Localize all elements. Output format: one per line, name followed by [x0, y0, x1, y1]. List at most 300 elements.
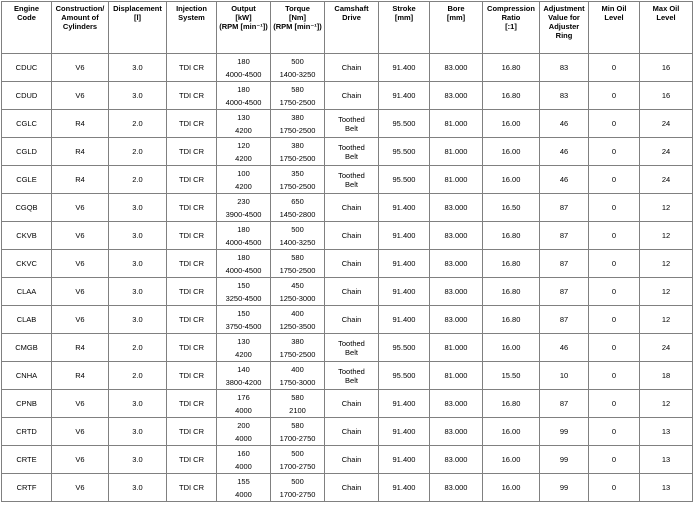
cell-text: 0	[611, 63, 617, 72]
max-oil-cell	[640, 334, 693, 362]
value-line: 140	[237, 364, 250, 374]
engine-code-cell	[2, 418, 52, 446]
max-oil-cell	[640, 194, 693, 222]
rpm-line: 3800-4200	[225, 377, 262, 387]
value-line: 580	[291, 420, 304, 430]
construction-cell	[52, 194, 109, 222]
cell-text: V6	[75, 427, 85, 436]
camshaft-cell	[325, 222, 379, 250]
engine-code-cell	[2, 278, 52, 306]
cell-text: 91.400	[392, 315, 416, 324]
injection-cell	[167, 222, 217, 250]
output-cell	[217, 390, 271, 418]
displacement-cell	[109, 194, 167, 222]
header-line: Level	[656, 13, 676, 22]
bore-cell	[430, 446, 483, 474]
cell-text: R4	[75, 371, 85, 380]
table-row	[2, 250, 693, 278]
min-oil-cell	[589, 278, 640, 306]
cell-text: 83.000	[444, 203, 468, 212]
cell-text: V6	[75, 315, 85, 324]
construction-cell	[52, 82, 109, 110]
max-oil-cell	[640, 362, 693, 390]
header-line: Value for	[548, 13, 580, 22]
stroke-cell	[379, 166, 430, 194]
cell-text: 95.500	[392, 119, 416, 128]
engine-code-cell	[2, 222, 52, 250]
displacement-cell	[109, 166, 167, 194]
cell-text: 0	[611, 91, 617, 100]
value-line: 380	[291, 112, 304, 122]
min-oil-cell	[589, 474, 640, 502]
header-line: Max Oil	[652, 4, 680, 13]
cell-text: V6	[75, 483, 85, 492]
bore-cell	[430, 110, 483, 138]
cell-text: Chain	[341, 455, 362, 464]
value-line: 400	[291, 308, 304, 318]
cell-text: TDI CR	[179, 287, 204, 296]
camshaft-cell	[325, 54, 379, 82]
rpm-line: 1750-2500	[279, 97, 316, 107]
min-oil-cell	[589, 418, 640, 446]
cell-text: 83.000	[444, 455, 468, 464]
rpm-line: 1250-3000	[279, 293, 316, 303]
rpm-line: 4200	[235, 125, 252, 135]
cell-text: 81.000	[444, 343, 468, 352]
torque-cell	[271, 110, 325, 138]
adjustment-cell	[540, 222, 589, 250]
cell-text: 87	[559, 315, 569, 324]
cell-text: 91.400	[392, 63, 416, 72]
header-max-oil-level	[640, 2, 693, 54]
cell-text: 91.400	[392, 427, 416, 436]
camshaft-cell	[325, 110, 379, 138]
camshaft-cell	[325, 418, 379, 446]
cell-text: CRTE	[16, 455, 37, 464]
rpm-line: 4200	[235, 349, 252, 359]
cell-text: V6	[75, 287, 85, 296]
value-line: 155	[237, 476, 250, 486]
injection-cell	[167, 306, 217, 334]
cell-text: 16	[661, 63, 671, 72]
engine-code-cell	[2, 194, 52, 222]
max-oil-cell	[640, 222, 693, 250]
output-cell	[217, 418, 271, 446]
bore-cell	[430, 194, 483, 222]
injection-cell	[167, 474, 217, 502]
table-row	[2, 390, 693, 418]
stroke-cell	[379, 306, 430, 334]
cell-text: 87	[559, 399, 569, 408]
cell-text: Chain	[341, 203, 362, 212]
min-oil-cell	[589, 362, 640, 390]
value-line: 150	[237, 280, 250, 290]
rpm-line: 3250-4500	[225, 293, 262, 303]
max-oil-cell	[640, 166, 693, 194]
rpm-line: 4000-4500	[225, 97, 262, 107]
rpm-line: 1250-3500	[279, 321, 316, 331]
compression-cell	[483, 222, 540, 250]
cell-text: 95.500	[392, 175, 416, 184]
compression-cell	[483, 194, 540, 222]
cell-text: 24	[661, 343, 671, 352]
cell-text: 16.80	[501, 287, 521, 296]
camshaft-cell	[325, 194, 379, 222]
value-line: 160	[237, 448, 250, 458]
table-row	[2, 82, 693, 110]
min-oil-cell	[589, 390, 640, 418]
adjustment-cell	[540, 82, 589, 110]
construction-cell	[52, 250, 109, 278]
table-row	[2, 222, 693, 250]
cell-text: 0	[611, 119, 617, 128]
min-oil-cell	[589, 82, 640, 110]
min-oil-cell	[589, 138, 640, 166]
injection-cell	[167, 54, 217, 82]
construction-cell	[52, 418, 109, 446]
cell-text: 3.0	[132, 91, 143, 100]
stroke-cell	[379, 138, 430, 166]
displacement-cell	[109, 334, 167, 362]
cell-text: 3.0	[132, 203, 143, 212]
cell-text: 83.000	[444, 483, 468, 492]
injection-cell	[167, 390, 217, 418]
displacement-cell	[109, 418, 167, 446]
engine-code-cell	[2, 362, 52, 390]
cell-text: Toothed Belt	[338, 170, 365, 189]
cell-text: R4	[75, 119, 85, 128]
cell-text: 16.00	[501, 455, 521, 464]
camshaft-cell	[325, 278, 379, 306]
output-cell	[217, 334, 271, 362]
min-oil-cell	[589, 166, 640, 194]
cell-text: 2.0	[132, 371, 143, 380]
torque-cell	[271, 82, 325, 110]
cell-text: 0	[611, 483, 617, 492]
rpm-line: 1750-2500	[279, 125, 316, 135]
output-cell	[217, 82, 271, 110]
camshaft-cell	[325, 138, 379, 166]
engine-code-cell	[2, 138, 52, 166]
bore-cell	[430, 166, 483, 194]
cell-text: 16.00	[501, 483, 521, 492]
adjustment-cell	[540, 474, 589, 502]
stroke-cell	[379, 110, 430, 138]
rpm-line: 1400-3250	[279, 69, 316, 79]
header-line: (RPM [min⁻¹])	[273, 22, 322, 31]
header-row	[2, 2, 693, 54]
bore-cell	[430, 138, 483, 166]
min-oil-cell	[589, 334, 640, 362]
max-oil-cell	[640, 110, 693, 138]
construction-cell	[52, 446, 109, 474]
header-line: Stroke	[392, 4, 416, 13]
cell-text: 13	[661, 483, 671, 492]
cell-text: Chain	[341, 63, 362, 72]
header-camshaft-drive	[325, 2, 379, 54]
cell-text: 83	[559, 63, 569, 72]
cell-text: 83.000	[444, 315, 468, 324]
adjustment-cell	[540, 306, 589, 334]
cell-text: Chain	[341, 315, 362, 324]
rpm-line: 4000	[235, 489, 252, 499]
cell-text: 13	[661, 455, 671, 464]
adjustment-cell	[540, 362, 589, 390]
cell-text: CGQB	[15, 203, 38, 212]
cell-text: TDI CR	[179, 315, 204, 324]
displacement-cell	[109, 110, 167, 138]
rpm-line: 1700-2750	[279, 433, 316, 443]
value-line: 580	[291, 392, 304, 402]
bore-cell	[430, 82, 483, 110]
cell-text: 0	[611, 231, 617, 240]
table-body	[2, 54, 693, 502]
cell-text: 16.00	[501, 427, 521, 436]
value-line: 380	[291, 336, 304, 346]
displacement-cell	[109, 446, 167, 474]
cell-text: V6	[75, 259, 85, 268]
cell-text: 99	[559, 483, 569, 492]
camshaft-cell	[325, 166, 379, 194]
adjustment-cell	[540, 390, 589, 418]
cell-text: 3.0	[132, 455, 143, 464]
cell-text: CGLC	[16, 119, 37, 128]
displacement-cell	[109, 362, 167, 390]
header-line: Displacement	[113, 4, 162, 13]
stroke-cell	[379, 446, 430, 474]
adjustment-cell	[540, 418, 589, 446]
cell-text: 3.0	[132, 427, 143, 436]
cell-text: TDI CR	[179, 203, 204, 212]
cell-text: 91.400	[392, 455, 416, 464]
construction-cell	[52, 362, 109, 390]
value-line: 130	[237, 112, 250, 122]
camshaft-cell	[325, 250, 379, 278]
value-line: 176	[237, 392, 250, 402]
cell-text: 95.500	[392, 371, 416, 380]
header-injection-system	[167, 2, 217, 54]
cell-text: 10	[559, 371, 569, 380]
bore-cell	[430, 306, 483, 334]
value-line: 200	[237, 420, 250, 430]
cell-text: 99	[559, 427, 569, 436]
cell-text: CKVC	[16, 259, 37, 268]
cell-text: 83.000	[444, 259, 468, 268]
cell-text: TDI CR	[179, 91, 204, 100]
cell-text: 16.00	[501, 343, 521, 352]
cell-text: V6	[75, 63, 85, 72]
construction-cell	[52, 278, 109, 306]
value-line: 180	[237, 56, 250, 66]
torque-cell	[271, 418, 325, 446]
cell-text: TDI CR	[179, 63, 204, 72]
bore-cell	[430, 54, 483, 82]
cell-text: 95.500	[392, 147, 416, 156]
injection-cell	[167, 446, 217, 474]
value-line: 120	[237, 140, 250, 150]
header-line: Code	[17, 13, 36, 22]
cell-text: 91.400	[392, 399, 416, 408]
value-line: 230	[237, 196, 250, 206]
cell-text: 16.80	[501, 259, 521, 268]
displacement-cell	[109, 222, 167, 250]
cell-text: 16.00	[501, 119, 521, 128]
cell-text: Toothed Belt	[338, 142, 365, 161]
cell-text: V6	[75, 91, 85, 100]
output-cell	[217, 250, 271, 278]
adjustment-cell	[540, 138, 589, 166]
min-oil-cell	[589, 194, 640, 222]
cell-text: 81.000	[444, 175, 468, 184]
cell-text: CDUC	[15, 63, 38, 72]
value-line: 580	[291, 252, 304, 262]
rpm-line: 1450-2800	[279, 209, 316, 219]
rpm-line: 1700-2750	[279, 461, 316, 471]
max-oil-cell	[640, 446, 693, 474]
value-line: 500	[291, 224, 304, 234]
rpm-line: 3900-4500	[225, 209, 262, 219]
output-cell	[217, 278, 271, 306]
construction-cell	[52, 306, 109, 334]
bore-cell	[430, 278, 483, 306]
rpm-line: 4000-4500	[225, 265, 262, 275]
min-oil-cell	[589, 110, 640, 138]
stroke-cell	[379, 418, 430, 446]
cell-text: 18	[661, 371, 671, 380]
engine-code-cell	[2, 306, 52, 334]
torque-cell	[271, 166, 325, 194]
header-stroke	[379, 2, 430, 54]
header-line: Compression	[487, 4, 535, 13]
cell-text: Chain	[341, 483, 362, 492]
adjustment-cell	[540, 110, 589, 138]
cell-text: Chain	[341, 399, 362, 408]
header-displacement	[109, 2, 167, 54]
engine-data-table	[1, 1, 693, 502]
header-line: Bore	[447, 4, 465, 13]
cell-text: 46	[559, 343, 569, 352]
injection-cell	[167, 278, 217, 306]
rpm-line: 4000-4500	[225, 69, 262, 79]
max-oil-cell	[640, 250, 693, 278]
compression-cell	[483, 166, 540, 194]
header-line: Amount of	[61, 13, 99, 22]
cell-text: 24	[661, 147, 671, 156]
value-line: 130	[237, 336, 250, 346]
header-line: Engine	[13, 4, 39, 13]
bore-cell	[430, 250, 483, 278]
cell-text: Toothed Belt	[338, 338, 365, 357]
cell-text: TDI CR	[179, 455, 204, 464]
table-row	[2, 194, 693, 222]
cell-text: 91.400	[392, 231, 416, 240]
max-oil-cell	[640, 138, 693, 166]
cell-text: 15.50	[501, 371, 521, 380]
injection-cell	[167, 166, 217, 194]
cell-text: R4	[75, 147, 85, 156]
adjustment-cell	[540, 278, 589, 306]
cell-text: 0	[611, 399, 617, 408]
displacement-cell	[109, 390, 167, 418]
compression-cell	[483, 390, 540, 418]
cell-text: 13	[661, 427, 671, 436]
rpm-line: 1750-2500	[279, 265, 316, 275]
table-row	[2, 278, 693, 306]
camshaft-cell	[325, 446, 379, 474]
camshaft-cell	[325, 390, 379, 418]
cell-text: 24	[661, 175, 671, 184]
header-torque	[271, 2, 325, 54]
cell-text: 0	[611, 287, 617, 296]
value-line: 180	[237, 252, 250, 262]
cell-text: TDI CR	[179, 343, 204, 352]
header-line: [kW]	[235, 13, 252, 22]
header-line: (RPM [min⁻¹])	[219, 22, 268, 31]
engine-code-cell	[2, 54, 52, 82]
cell-text: 3.0	[132, 483, 143, 492]
value-line: 100	[237, 168, 250, 178]
compression-cell	[483, 54, 540, 82]
cell-text: V6	[75, 231, 85, 240]
compression-cell	[483, 82, 540, 110]
construction-cell	[52, 110, 109, 138]
header-line: [mm]	[394, 13, 414, 22]
max-oil-cell	[640, 418, 693, 446]
stroke-cell	[379, 334, 430, 362]
header-line: Camshaft	[334, 4, 369, 13]
value-line: 450	[291, 280, 304, 290]
header-line: [Nm]	[288, 13, 307, 22]
rpm-line: 1750-2500	[279, 349, 316, 359]
camshaft-cell	[325, 362, 379, 390]
torque-cell	[271, 334, 325, 362]
header-line: [l]	[133, 13, 142, 22]
torque-cell	[271, 390, 325, 418]
cell-text: 2.0	[132, 175, 143, 184]
cell-text: Chain	[341, 427, 362, 436]
bore-cell	[430, 222, 483, 250]
cell-text: Toothed Belt	[338, 366, 365, 385]
torque-cell	[271, 222, 325, 250]
cell-text: 83.000	[444, 91, 468, 100]
header-line: Ring	[555, 31, 573, 40]
construction-cell	[52, 390, 109, 418]
cell-text: CKVB	[16, 231, 37, 240]
stroke-cell	[379, 390, 430, 418]
rpm-line: 4000	[235, 461, 252, 471]
header-line: Drive	[342, 13, 361, 22]
cell-text: 3.0	[132, 315, 143, 324]
cell-text: 46	[559, 175, 569, 184]
cell-text: 0	[611, 343, 617, 352]
compression-cell	[483, 418, 540, 446]
cell-text: TDI CR	[179, 231, 204, 240]
cell-text: Chain	[341, 231, 362, 240]
displacement-cell	[109, 278, 167, 306]
max-oil-cell	[640, 82, 693, 110]
bore-cell	[430, 390, 483, 418]
torque-cell	[271, 474, 325, 502]
rpm-line: 4000	[235, 405, 252, 415]
cell-text: 2.0	[132, 343, 143, 352]
cell-text: TDI CR	[179, 119, 204, 128]
table-row	[2, 418, 693, 446]
injection-cell	[167, 138, 217, 166]
cell-text: V6	[75, 455, 85, 464]
displacement-cell	[109, 138, 167, 166]
header-line: Torque	[285, 4, 310, 13]
engine-code-cell	[2, 110, 52, 138]
